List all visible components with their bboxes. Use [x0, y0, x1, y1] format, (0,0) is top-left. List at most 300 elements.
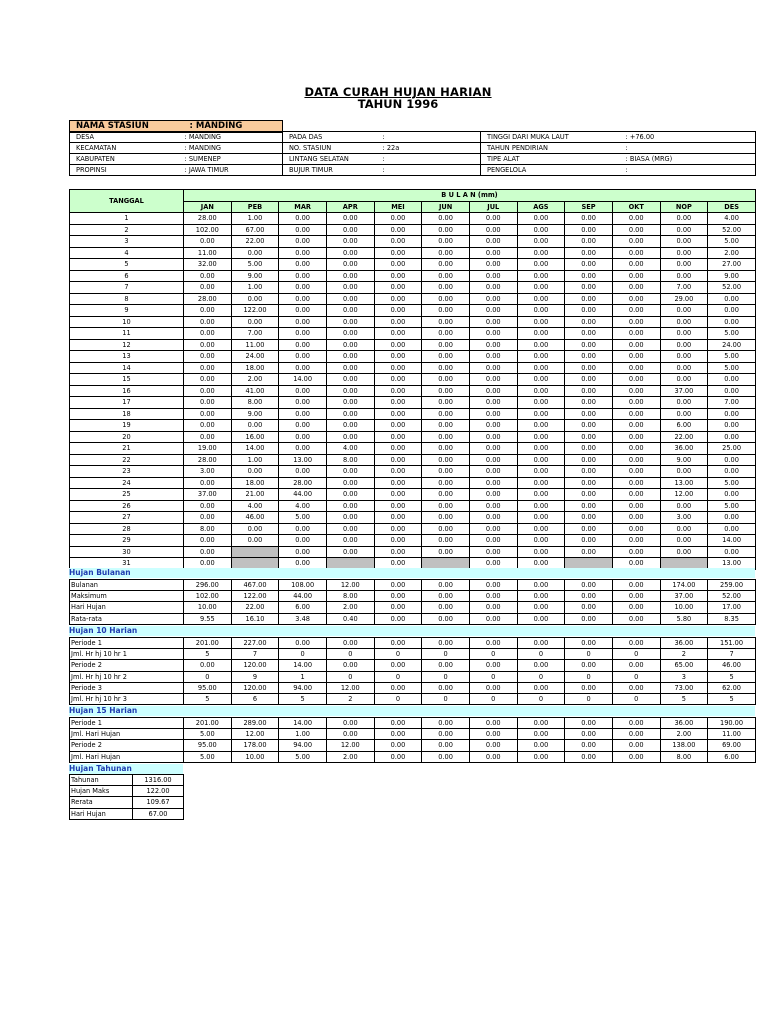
rainfall-cell: 0.00 — [517, 397, 565, 409]
rainfall-cell: 9.00 — [708, 270, 756, 282]
rainfall-cell: 0.00 — [326, 489, 374, 501]
value-cell: 151.00 — [708, 638, 756, 649]
row-label: Rata-rata — [70, 613, 184, 624]
table-row — [70, 293, 756, 305]
rainfall-cell: 0.00 — [422, 408, 470, 420]
rainfall-cell: 0.00 — [612, 374, 660, 386]
rainfall-cell: 0.00 — [708, 385, 756, 397]
rainfall-cell: 0.00 — [612, 466, 660, 478]
day-number: 22 — [70, 454, 184, 466]
rainfall-cell: 0.00 — [469, 328, 517, 340]
day-number: 9 — [70, 305, 184, 317]
value-cell: 5 — [184, 649, 232, 660]
table-row — [70, 339, 756, 351]
rainfall-cell: 0.00 — [279, 535, 327, 547]
row-label: Jml. Hari Hujan — [70, 729, 184, 740]
day-number: 15 — [70, 374, 184, 386]
value-cell: 7 — [231, 649, 279, 660]
rainfall-cell: 0.00 — [374, 385, 422, 397]
table-row — [70, 682, 756, 693]
rainfall-cell: 24.00 — [708, 339, 756, 351]
rainfall-cell: 0.00 — [184, 328, 232, 340]
day-number: 19 — [70, 420, 184, 432]
rainfall-cell: 0.00 — [517, 523, 565, 535]
table-row — [70, 454, 756, 466]
rainfall-cell: 0.00 — [517, 247, 565, 259]
rainfall-cell: 0.00 — [279, 293, 327, 305]
rainfall-cell: 0.00 — [422, 316, 470, 328]
month-header-apr: APR — [326, 201, 374, 213]
info-label: LINTANG SELATAN — [283, 154, 382, 165]
rainfall-cell: 0.00 — [184, 397, 232, 409]
month-header-mar: MAR — [279, 201, 327, 213]
value-cell: 36.00 — [660, 638, 708, 649]
rainfall-cell: 0.00 — [326, 351, 374, 363]
value-cell: 0.00 — [374, 729, 422, 740]
rainfall-cell: 0.00 — [612, 454, 660, 466]
rainfall-cell: 0.00 — [708, 466, 756, 478]
rainfall-cell: 0.00 — [374, 224, 422, 236]
rainfall-cell: 0.00 — [374, 247, 422, 259]
rainfall-cell: 0.00 — [517, 512, 565, 524]
value-cell: 0.00 — [612, 682, 660, 693]
day-number: 28 — [70, 523, 184, 535]
rainfall-cell: 0.00 — [279, 259, 327, 271]
rainfall-cell: 1.00 — [231, 454, 279, 466]
value-cell: 0 — [517, 694, 565, 705]
rainfall-cell: 24.00 — [231, 351, 279, 363]
rainfall-cell: 0.00 — [612, 351, 660, 363]
value-cell: 22.00 — [231, 602, 279, 613]
value-cell: 0.00 — [469, 638, 517, 649]
rainfall-cell: 0.00 — [326, 236, 374, 248]
value-cell: 122.00 — [133, 786, 184, 797]
rainfall-cell: 0.00 — [708, 546, 756, 558]
row-label: Tahunan — [70, 775, 133, 786]
value-cell: 2 — [326, 694, 374, 705]
value-cell: 0.00 — [517, 580, 565, 591]
rainfall-cell: 0.00 — [469, 431, 517, 443]
rainfall-cell: 5.00 — [708, 477, 756, 489]
section-band — [69, 626, 755, 636]
rainfall-cell: 0.00 — [708, 305, 756, 317]
value-cell: 94.00 — [279, 740, 327, 751]
value-cell: 0.00 — [422, 729, 470, 740]
table-row — [70, 775, 184, 786]
rainfall-cell: 0.00 — [565, 270, 613, 282]
value-cell: 12.00 — [326, 740, 374, 751]
value-cell: 0.00 — [565, 729, 613, 740]
rainfall-cell: 52.00 — [708, 224, 756, 236]
rainfall-cell: 0.00 — [660, 247, 708, 259]
station-value: : MANDING — [189, 121, 243, 131]
rainfall-cell: 0.00 — [374, 454, 422, 466]
day-number: 3 — [70, 236, 184, 248]
rainfall-cell: 0.00 — [517, 339, 565, 351]
value-cell: 10.00 — [184, 602, 232, 613]
rainfall-cell: 0.00 — [660, 259, 708, 271]
value-cell: 0.00 — [469, 682, 517, 693]
rainfall-cell: 0.00 — [660, 523, 708, 535]
rainfall-cell: 0.00 — [612, 397, 660, 409]
rainfall-cell: 0.00 — [326, 408, 374, 420]
rainfall-cell: 102.00 — [184, 224, 232, 236]
value-cell: 10.00 — [231, 751, 279, 762]
table-row — [70, 316, 756, 328]
value-cell: 0.00 — [374, 613, 422, 624]
value-cell: 289.00 — [231, 718, 279, 729]
rainfall-cell: 0.00 — [422, 374, 470, 386]
rainfall-cell: 0.00 — [184, 270, 232, 282]
day-number: 31 — [70, 558, 184, 570]
rainfall-cell: 0.00 — [326, 224, 374, 236]
value-cell: 0.00 — [326, 660, 374, 671]
rainfall-cell: 0.00 — [279, 236, 327, 248]
rainfall-cell: 0.00 — [708, 523, 756, 535]
rainfall-cell: 0.00 — [374, 305, 422, 317]
rainfall-cell: 0.00 — [279, 270, 327, 282]
value-cell: 0.00 — [517, 660, 565, 671]
rainfall-cell: 0.00 — [184, 408, 232, 420]
rainfall-cell: 0.00 — [469, 477, 517, 489]
month-header-jan: JAN — [184, 201, 232, 213]
rainfall-cell: 0.00 — [326, 523, 374, 535]
info-label: DESA — [70, 132, 184, 143]
value-cell: 296.00 — [184, 580, 232, 591]
row-label: Jml. Hr hj 10 hr 3 — [70, 694, 184, 705]
value-cell: 0.00 — [612, 729, 660, 740]
value-cell: 0.00 — [565, 740, 613, 751]
rainfall-cell: 0.00 — [469, 259, 517, 271]
value-cell: 1316.00 — [133, 775, 184, 786]
rainfall-cell: 0.00 — [708, 408, 756, 420]
value-cell: 178.00 — [231, 740, 279, 751]
monthly-summary-table — [69, 579, 756, 625]
rainfall-cell: 0.00 — [517, 374, 565, 386]
rainfall-cell: 0.00 — [422, 339, 470, 351]
rainfall-cell: 0.00 — [565, 477, 613, 489]
row-label: Hujan Maks — [70, 786, 133, 797]
rainfall-cell: 0.00 — [565, 236, 613, 248]
rainfall-cell: 0.00 — [708, 431, 756, 443]
table-row — [70, 477, 756, 489]
rainfall-cell: 122.00 — [231, 305, 279, 317]
table-row — [70, 786, 184, 797]
rainfall-cell: 32.00 — [184, 259, 232, 271]
rainfall-cell: 0.00 — [184, 535, 232, 547]
value-cell: 5 — [708, 671, 756, 682]
rainfall-cell: 0.00 — [565, 259, 613, 271]
rainfall-cell: 0.00 — [422, 213, 470, 225]
rainfall-cell: 0.00 — [565, 420, 613, 432]
value-cell: 94.00 — [279, 682, 327, 693]
value-cell: 120.00 — [231, 660, 279, 671]
value-cell: 5 — [660, 694, 708, 705]
rainfall-cell: 0.00 — [374, 316, 422, 328]
rainfall-cell: 5.00 — [708, 500, 756, 512]
table-row — [70, 613, 756, 624]
rainfall-cell: 0.00 — [612, 477, 660, 489]
rainfall-cell: 0.00 — [517, 213, 565, 225]
rainfall-cell: 0.00 — [422, 385, 470, 397]
value-cell: 174.00 — [660, 580, 708, 591]
rainfall-cell: 0.00 — [469, 443, 517, 455]
rainfall-cell: 67.00 — [231, 224, 279, 236]
rainfall-cell: 21.00 — [231, 489, 279, 501]
value-cell: 2.00 — [660, 729, 708, 740]
value-cell: 0.00 — [469, 591, 517, 602]
value-cell: 3.48 — [279, 613, 327, 624]
rainfall-cell: 0.00 — [422, 362, 470, 374]
value-cell: 14.00 — [279, 660, 327, 671]
rainfall-cell: 0.00 — [422, 328, 470, 340]
value-cell: 0 — [326, 671, 374, 682]
value-cell: 0.00 — [612, 580, 660, 591]
rainfall-cell: 0.00 — [374, 328, 422, 340]
rainfall-cell: 0.00 — [374, 489, 422, 501]
value-cell: 109.67 — [133, 797, 184, 808]
rainfall-cell: 41.00 — [231, 385, 279, 397]
rainfall-cell: 0.00 — [612, 420, 660, 432]
info-value: : +76.00 — [625, 132, 756, 143]
value-cell: 0.00 — [469, 613, 517, 624]
table-row — [70, 797, 184, 808]
value-cell: 0.00 — [517, 591, 565, 602]
value-cell: 0.00 — [565, 660, 613, 671]
info-row — [70, 165, 756, 176]
rainfall-cell: 0.00 — [374, 213, 422, 225]
rainfall-cell: 0.00 — [279, 558, 327, 570]
value-cell: 0.00 — [565, 751, 613, 762]
table-row — [70, 247, 756, 259]
rainfall-cell: 0.00 — [565, 523, 613, 535]
rainfall-cell: 0.00 — [184, 316, 232, 328]
ten-day-summary-table — [69, 637, 756, 705]
day-number: 12 — [70, 339, 184, 351]
rainfall-cell: 0.00 — [565, 535, 613, 547]
rainfall-cell: 0.00 — [708, 293, 756, 305]
rainfall-cell: 0.00 — [612, 224, 660, 236]
rainfall-cell: 19.00 — [184, 443, 232, 455]
rainfall-cell: 14.00 — [279, 374, 327, 386]
value-cell: 73.00 — [660, 682, 708, 693]
rainfall-cell: 4.00 — [708, 213, 756, 225]
rainfall-cell: 25.00 — [708, 443, 756, 455]
value-cell: 0 — [469, 649, 517, 660]
tanggal-header: TANGGAL — [70, 190, 184, 213]
value-cell: 0.00 — [612, 602, 660, 613]
rainfall-cell: 9.00 — [660, 454, 708, 466]
rainfall-cell: 0.00 — [279, 247, 327, 259]
rainfall-cell: 0.00 — [565, 213, 613, 225]
rainfall-cell: 0.00 — [565, 374, 613, 386]
day-number: 10 — [70, 316, 184, 328]
rainfall-cell: 0.00 — [612, 236, 660, 248]
rainfall-cell: 0.00 — [422, 270, 470, 282]
value-cell: 36.00 — [660, 718, 708, 729]
value-cell: 8.00 — [326, 591, 374, 602]
rainfall-cell: 0.00 — [374, 512, 422, 524]
rainfall-cell: 4.00 — [326, 443, 374, 455]
value-cell: 95.00 — [184, 740, 232, 751]
rainfall-cell: 0.00 — [374, 339, 422, 351]
rainfall-cell: 0.00 — [279, 213, 327, 225]
table-row — [70, 385, 756, 397]
rainfall-cell: 0.00 — [660, 351, 708, 363]
month-header-ags: AGS — [517, 201, 565, 213]
table-row — [70, 638, 756, 649]
rainfall-cell: 0.00 — [612, 385, 660, 397]
rainfall-cell: 0.00 — [184, 477, 232, 489]
rainfall-cell: 22.00 — [660, 431, 708, 443]
rainfall-cell: 0.00 — [517, 293, 565, 305]
table-row — [70, 512, 756, 524]
info-row — [70, 154, 756, 165]
rainfall-cell: 0.00 — [660, 500, 708, 512]
table-row — [70, 259, 756, 271]
rainfall-cell: 0.00 — [612, 305, 660, 317]
rainfall-cell: 0.00 — [612, 512, 660, 524]
value-cell: 5 — [184, 694, 232, 705]
rainfall-cell: 0.00 — [612, 489, 660, 501]
rainfall-cell: 0.00 — [517, 351, 565, 363]
rainfall-cell: 2.00 — [708, 247, 756, 259]
row-label: Jml. Hr hj 10 hr 1 — [70, 649, 184, 660]
value-cell: 0.00 — [374, 638, 422, 649]
value-cell: 44.00 — [279, 591, 327, 602]
rainfall-cell: 28.00 — [184, 293, 232, 305]
info-label: PROPINSI — [70, 165, 184, 176]
rainfall-cell: 0.00 — [422, 466, 470, 478]
row-label: Hari Hujan — [70, 602, 184, 613]
value-cell: 0.00 — [422, 591, 470, 602]
rainfall-cell: 0.00 — [184, 500, 232, 512]
rainfall-cell: 0.00 — [517, 259, 565, 271]
table-row — [70, 535, 756, 547]
value-cell: 65.00 — [660, 660, 708, 671]
value-cell: 0.00 — [422, 682, 470, 693]
rainfall-cell: 0.00 — [612, 213, 660, 225]
rainfall-cell: 0.00 — [517, 305, 565, 317]
value-cell: 12.00 — [326, 682, 374, 693]
rainfall-cell: 0.00 — [708, 420, 756, 432]
rainfall-cell: 52.00 — [708, 282, 756, 294]
rainfall-cell: 0.00 — [612, 408, 660, 420]
month-header-jun: JUN — [422, 201, 470, 213]
table-row — [70, 808, 184, 819]
value-cell: 0.00 — [422, 580, 470, 591]
rainfall-cell: 4.00 — [279, 500, 327, 512]
value-cell: 6.00 — [279, 602, 327, 613]
value-cell: 0.00 — [326, 729, 374, 740]
value-cell: 5.00 — [184, 729, 232, 740]
rainfall-cell: 0.00 — [326, 385, 374, 397]
rainfall-cell: 44.00 — [279, 489, 327, 501]
rainfall-cell: 0.00 — [612, 431, 660, 443]
rainfall-cell: 0.00 — [279, 328, 327, 340]
info-row — [70, 132, 756, 143]
month-header-mei: MEI — [374, 201, 422, 213]
rainfall-cell: 0.00 — [422, 535, 470, 547]
rainfall-cell: 0.00 — [517, 500, 565, 512]
table-row — [70, 500, 756, 512]
rainfall-cell: 0.00 — [517, 328, 565, 340]
rainfall-cell: 36.00 — [660, 443, 708, 455]
rainfall-cell: 0.00 — [469, 535, 517, 547]
value-cell: 12.00 — [326, 580, 374, 591]
rainfall-cell: 0.00 — [184, 374, 232, 386]
value-cell: 6 — [231, 694, 279, 705]
rainfall-cell: 0.00 — [612, 558, 660, 570]
value-cell: 12.00 — [231, 729, 279, 740]
row-label: Periode 2 — [70, 740, 184, 751]
rainfall-cell: 0.00 — [374, 523, 422, 535]
value-cell: 16.10 — [231, 613, 279, 624]
table-row — [70, 489, 756, 501]
rainfall-cell: 0.00 — [660, 339, 708, 351]
rainfall-cell: 0.00 — [660, 466, 708, 478]
rainfall-cell: 0.00 — [517, 362, 565, 374]
value-cell: 108.00 — [279, 580, 327, 591]
table-row — [70, 443, 756, 455]
table-row — [70, 270, 756, 282]
value-cell: 2.00 — [326, 602, 374, 613]
row-label: Bulanan — [70, 580, 184, 591]
value-cell: 52.00 — [708, 591, 756, 602]
rainfall-cell: 8.00 — [184, 523, 232, 535]
rainfall-cell: 0.00 — [517, 477, 565, 489]
rainfall-cell: 0.00 — [565, 247, 613, 259]
day-number: 18 — [70, 408, 184, 420]
rainfall-cell: 0.00 — [279, 546, 327, 558]
rainfall-cell: 0.00 — [565, 339, 613, 351]
rainfall-cell: 0.00 — [374, 293, 422, 305]
table-row — [70, 305, 756, 317]
rainfall-cell: 0.00 — [279, 431, 327, 443]
rainfall-cell: 46.00 — [231, 512, 279, 524]
day-number: 17 — [70, 397, 184, 409]
rainfall-cell: 0.00 — [517, 489, 565, 501]
rainfall-cell: 0.00 — [612, 259, 660, 271]
value-cell: 0.00 — [422, 660, 470, 671]
rainfall-cell: 5.00 — [279, 512, 327, 524]
rainfall-cell: 0.00 — [565, 328, 613, 340]
rainfall-cell: 27.00 — [708, 259, 756, 271]
rainfall-cell: 5.00 — [708, 236, 756, 248]
month-header-jul: JUL — [469, 201, 517, 213]
value-cell: 6.00 — [708, 751, 756, 762]
rainfall-cell: 0.00 — [422, 443, 470, 455]
rainfall-cell: 11.00 — [231, 339, 279, 351]
rainfall-cell: 0.00 — [374, 270, 422, 282]
rainfall-cell: 0.00 — [565, 351, 613, 363]
table-row — [70, 602, 756, 613]
value-cell: 3 — [660, 671, 708, 682]
rainfall-cell: 0.00 — [279, 443, 327, 455]
value-cell: 5 — [279, 694, 327, 705]
row-label: Jml. Hr hj 10 hr 2 — [70, 671, 184, 682]
rainfall-cell: 0.00 — [374, 420, 422, 432]
rainfall-cell: 0.00 — [184, 362, 232, 374]
rainfall-cell: 7.00 — [708, 397, 756, 409]
rainfall-cell: 0.00 — [660, 408, 708, 420]
rainfall-cell: 0.00 — [184, 236, 232, 248]
info-label: NO. STASIUN — [283, 143, 382, 154]
rainfall-cell: 0.00 — [612, 293, 660, 305]
rainfall-cell: 0.00 — [326, 305, 374, 317]
rainfall-cell: 0.00 — [612, 282, 660, 294]
table-row — [70, 374, 756, 386]
